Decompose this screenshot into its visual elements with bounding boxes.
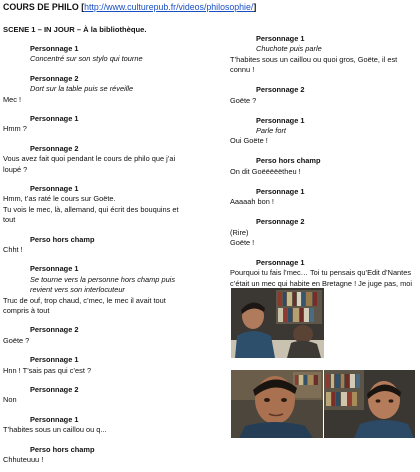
dialogue-line: (Rire) xyxy=(230,227,249,237)
dialogue-line: connu ! xyxy=(230,65,255,75)
dialogue-line: tout xyxy=(3,215,16,225)
stage-direction: Chuchote puis parle xyxy=(256,44,322,54)
speaker-name: Perso hors champ xyxy=(30,444,95,454)
speaker-name: Personnage 1 xyxy=(256,186,305,196)
document-heading xyxy=(3,2,256,14)
dialogue-line: Mec ! xyxy=(3,94,22,104)
speaker-name: Personnage 1 xyxy=(256,115,305,125)
dialogue-line: Aaaaah bon ! xyxy=(230,197,274,207)
speaker-name: Perso hors champ xyxy=(30,234,95,244)
dialogue-line: Pourquoi tu fais l’mec… Toi tu pensais qu’Edit d’Nantes xyxy=(230,268,412,278)
speaker-name: Personnage 2 xyxy=(30,385,79,394)
dialogue-line: Non xyxy=(3,395,17,405)
dialogue-line: Goëte ! xyxy=(230,238,255,247)
scene-heading: SCENE 1 – IN JOUR – À la bibliothèque. xyxy=(3,25,147,34)
dialogue-line: Hnn ! T’sais pas qui c’est ? xyxy=(3,365,92,375)
film-still-2-image xyxy=(231,370,323,438)
speaker-name: Personnage 2 xyxy=(30,143,79,153)
stage-direction: Dort sur la table puis se réveille xyxy=(30,84,134,94)
speaker-name: Personnage 2 xyxy=(30,325,79,335)
dialogue-line: Goëte ? xyxy=(3,335,30,345)
speaker-name: Personnage 1 xyxy=(30,184,79,193)
speaker-name: Personnage 1 xyxy=(30,264,79,274)
document-title: COURS DE PHILO xyxy=(3,2,79,12)
dialogue-line: c’était un mec qui habite en Bretagne ! Je juge pas, moi xyxy=(230,278,413,288)
film-still-1 xyxy=(231,288,324,358)
close-bracket: ] xyxy=(253,2,257,12)
dialogue-line: Chht ! xyxy=(3,245,23,254)
stage-direction: revient vers son interlocuteur xyxy=(30,285,125,295)
speaker-name: Personnage 1 xyxy=(256,34,305,43)
speaker-name: Personnage 1 xyxy=(30,44,79,53)
speaker-name: Personnage 2 xyxy=(256,217,305,227)
film-still-1-image xyxy=(231,288,324,358)
stage-direction: Concentré sur son stylo qui tourne xyxy=(30,54,143,64)
dialogue-line: T’habites sous un caillou ou q... xyxy=(3,425,107,435)
film-still-3 xyxy=(324,370,415,438)
speaker-name: Perso hors champ xyxy=(256,156,321,166)
dialogue-line: Tu vois le mec, là, allemand, qui écrit des bouquins et xyxy=(3,204,179,214)
dialogue-line: Goëte ? xyxy=(230,95,257,105)
dialogue-line: compris à tout xyxy=(3,306,50,315)
speaker-name: Personnage 1 xyxy=(30,355,79,365)
open-bracket: [ xyxy=(81,2,85,12)
dialogue-line: loupé ? xyxy=(3,164,28,174)
film-still-3-image xyxy=(324,370,415,438)
speaker-name: Personnage 1 xyxy=(256,258,305,267)
dialogue-line: Chhuteuuu ! xyxy=(3,455,44,464)
stage-direction: Parle fort xyxy=(256,126,286,135)
dialogue-line: Truc de ouf, trop chaud, c’mec, le mec il avait tout xyxy=(3,295,166,305)
dialogue-line: Hmm, t’as raté le cours sur Goëte. xyxy=(3,194,116,204)
speaker-name: Personnage 1 xyxy=(30,114,79,123)
dialogue-line: Hmm ? xyxy=(3,124,27,134)
stage-direction: Se tourne vers la personne hors champ puis xyxy=(30,274,176,284)
dialogue-line: Oui Goëte ! xyxy=(230,136,268,146)
speaker-name: Personnage 2 xyxy=(30,73,79,83)
source-link[interactable]: http://www.culturepub.fr/videos/philosophie/ xyxy=(84,2,254,12)
film-still-2 xyxy=(231,370,323,438)
dialogue-line: On dit Goëëëëëtheu ! xyxy=(230,166,301,176)
speaker-name: Personnage 1 xyxy=(30,414,79,424)
dialogue-line: Vous avez fait quoi pendant le cours de philo que j’ai xyxy=(3,154,176,164)
speaker-name: Personnage 2 xyxy=(256,85,305,95)
dialogue-line: T’habites sous un caillou ou quoi gros, Goëte, il est xyxy=(230,54,398,64)
